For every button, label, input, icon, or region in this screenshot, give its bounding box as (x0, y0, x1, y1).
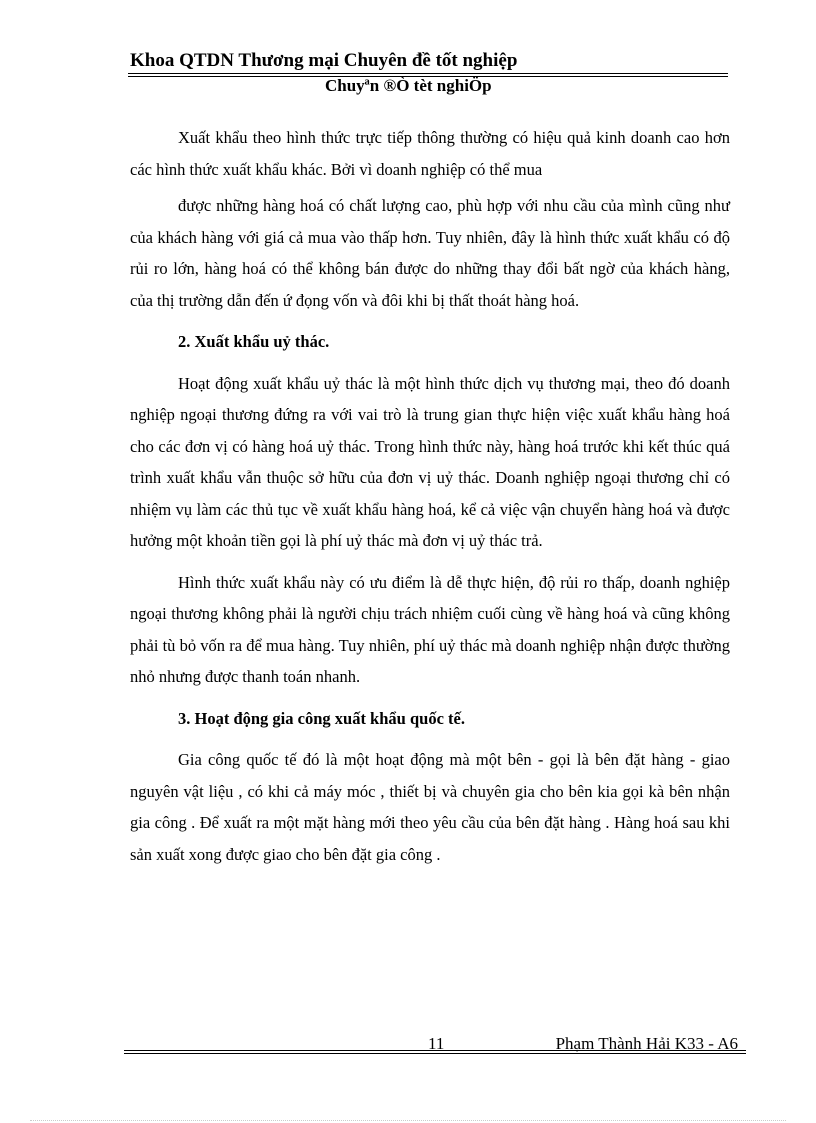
header-faculty-title: Khoa QTDN Thương mại Chuyên đề tốt nghiệp (130, 50, 518, 71)
section-heading-3: 3. Hoạt động gia công xuất khẩu quốc tế. (178, 708, 465, 728)
paragraph-4: Gia công quốc tế đó là một hoạt động mà một bên - gọi là bên đặt hàng - giao nguyên vật liệu , có khi cả máy móc , thiết bị và chuyên gia cho bên kia gọi kà bên nhận gia công . Để xuất ra một mặt hàng mới theo yêu cầu của bên đặt hàng . Hàng hoá sau khi sản xuất xong được giao cho bên đặt gia công . (130, 750, 730, 864)
page-footer (128, 1034, 744, 1054)
paragraph-1a: Xuất khẩu theo hình thức trực tiếp thông thường có hiệu quả kinh doanh cao hơn các hình thức xuất khẩu khác. Bởi vì doanh nghiệp có thể mua (130, 128, 730, 179)
page-bottom-edge (30, 1120, 786, 1121)
footer-rule-top (124, 1050, 746, 1051)
page-number: 11 (428, 1034, 445, 1053)
header-garbled-title: Chuyªn ®Ò tèt nghiÖp (325, 76, 492, 95)
paragraph-1b: được những hàng hoá có chất lượng cao, phù hợp với nhu cầu của mình cũng như của khách hàng với giá cả mua vào thấp hơn. Tuy nhiên, đây là hình thức xuất khẩu có độ rủi ro lớn, hàng hoá có thể không bán được do những thay đổi bất ngờ của khách hàng, của thị trường dẫn đến ứ đọng vốn và đôi khi bị thất thoát hàng hoá. (130, 196, 730, 310)
body-text-block-2 (130, 190, 730, 870)
section-heading-2: 2. Xuất khẩu uỷ thác. (178, 332, 330, 351)
footer-rule-bottom (124, 1053, 746, 1054)
paragraph-2: Hoạt động xuất khẩu uỷ thác là một hình thức dịch vụ thương mại, theo đó doanh nghiệp ngoại thương đứng ra với vai trò là trung gian thực hiện việc xuất khẩu hàng hoá cho các đơn vị có hàng hoá uỷ thác. Trong hình thức này, hàng hoá trước khi kết thúc quá trình xuất khẩu vẫn thuộc sở hữu của đơn vị uỷ thác. Doanh nghiệp ngoại thương chỉ có nhiệm vụ làm các thủ tục về xuất khẩu hàng hoá, kể cả việc vận chuyển hàng hoá và được hưởng một khoản tiền gọi là phí uỷ thác mà đơn vị uỷ thác trả. (130, 373, 730, 550)
header-rule-top (128, 73, 728, 74)
body-text-block-1 (130, 122, 730, 185)
footer-author: Phạm Thành Hải K33 - A6 (555, 1034, 738, 1053)
paragraph-3: Hình thức xuất khẩu này có ưu điểm là dễ thực hiện, độ rủi ro thấp, doanh nghiệp ngoại thương không phải là người chịu trách nhiệm cuối cùng về hàng hoá và cũng không phải tù bỏ vốn ra để mua hàng. Tuy nhiên, phí uỷ thác mà doanh nghiệp nhận được thường nhỏ nhưng được thanh toán nhanh. (130, 572, 730, 686)
